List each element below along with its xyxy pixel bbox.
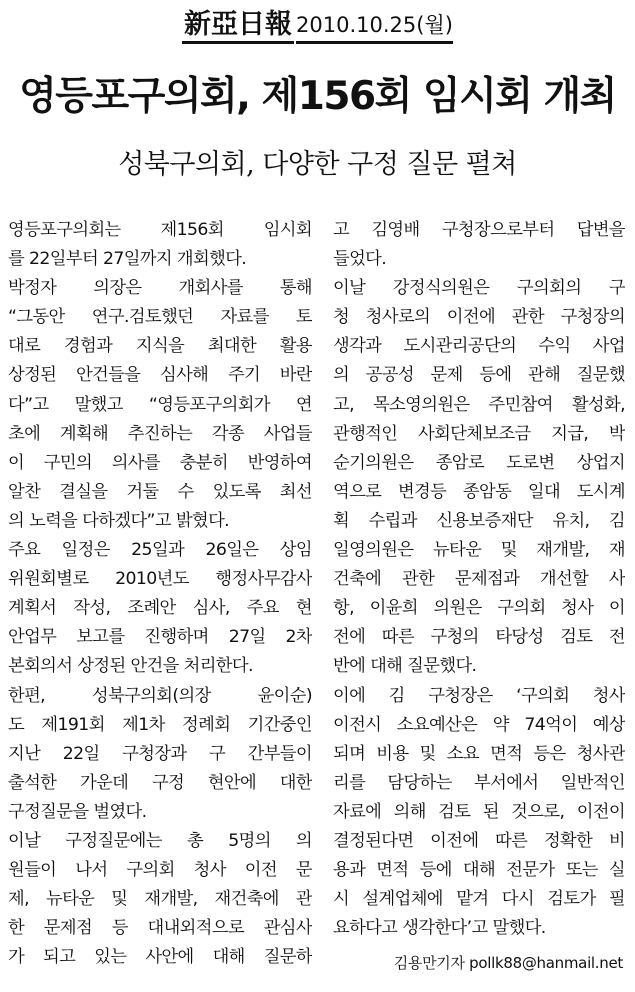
article-line: 제, 뉴타운 및 재개발, 재건축에 관: [8, 889, 312, 910]
article-line: 들었다.: [333, 249, 387, 270]
article-line: 자료에 의해 검토 된 것으로, 이전이: [333, 801, 625, 822]
article-line: 박정자 의장은 개회사를 통해: [8, 278, 312, 299]
article-line: 시 설계업체에 맡겨 다시 검토가 필: [333, 889, 625, 910]
article-line: 반에 대해 질문했다.: [333, 656, 477, 677]
article-line: 항, 이윤희 의원은 구의회 청사 이: [333, 598, 625, 619]
article-line: “그동안 연구.검토했던 자료를 토: [8, 307, 312, 328]
article-line: 도 제191회 제1차 정례회 기간중인: [8, 714, 312, 735]
article-line: 영등포구의회는 제156회 임시회: [8, 220, 312, 240]
byline: 김용만기자 pollk88@hanmail.net: [393, 954, 623, 972]
article-line: 안업무 보고를 진행하며 27일 2차: [8, 627, 312, 648]
article-line: 의 노력을 다하겠다”고 밝혔다.: [8, 510, 230, 531]
article-line: 전에 따른 구청의 타당성 검토 전: [333, 627, 625, 648]
article-line: 계획서 작성, 조례안 심사, 주요 현: [8, 598, 312, 619]
article-line: 이전시 소요예산은 약 74억이 예상: [333, 714, 625, 735]
article-line: 일영의원은 뉴타운 및 재개발, 재: [333, 540, 625, 561]
article-line: 이에 김 구청장은 ‘구의회 청사: [333, 685, 625, 706]
article-line: 리를 담당하는 부서에서 일반적인: [333, 772, 625, 793]
article-line: 요하다고 생각한다’고 말했다.: [333, 918, 546, 939]
article-column-right: [333, 216, 625, 943]
headline: 영등포구의회, 제156회 임시회 개최: [19, 74, 616, 119]
article-line: 이날 강정식의원은 구의회의 구: [333, 278, 625, 299]
article-line: 알찬 결실을 거둘 수 있도록 최선: [8, 481, 312, 502]
article-line: 역으로 변경등 종암동 일대 도시계: [333, 481, 625, 502]
article-line: 관행적인 사회단체보조금 지급, 박: [333, 423, 625, 444]
publication-date: 2010.10.25(월): [296, 10, 453, 44]
article-line: 이날 구정질문에는 총 5명의 의: [8, 830, 312, 851]
article-line: 이 구민의 의사를 충분히 반영하여: [8, 452, 312, 473]
article-line: 원들이 나서 구의회 청사 이전 문: [8, 860, 312, 881]
article-line: 를 22일부터 27일까지 개회했다.: [8, 249, 247, 270]
article-line: 결정된다면 이전에 따른 정확한 비: [333, 830, 625, 851]
article-line: 상정된 안건들을 심사해 주기 바란: [8, 365, 312, 386]
article-line: 가 되고 있는 사안에 대해 질문하: [8, 947, 312, 968]
article-line: 한편, 성북구의회(의장 윤이순): [8, 685, 312, 706]
article-line: 청 청사로의 이전에 관한 구청장의: [333, 307, 625, 328]
article-line: 지난 22일 구청장과 구 간부들이: [8, 743, 312, 764]
newspaper-logo: 新亞日報: [182, 10, 294, 44]
article-line: 한 문제점 등 대내외적으로 관심사: [8, 918, 312, 939]
article-line: 대로 경험과 지식을 최대한 활용: [8, 336, 312, 357]
article-line: 순기의원은 종암로 도로변 상업지: [333, 452, 625, 473]
article-line: 되며 비용 및 소요 면적 등은 청사관: [333, 743, 625, 764]
article-line: 위원회별로 2010년도 행정사무감사: [8, 569, 312, 590]
article-line: 구정질문을 벌였다.: [8, 801, 147, 822]
article-column-left: [8, 216, 312, 972]
article-line: 건축에 관한 문제점과 개선할 사: [333, 569, 625, 590]
article-line: 획 수립과 신용보증재단 유치, 김: [333, 510, 625, 531]
article-line: 출석한 가운데 구정 현안에 대한: [8, 772, 312, 793]
article-line: 본회의서 상정된 안건을 처리한다.: [8, 656, 253, 677]
article-line: 초에 계획해 추진하는 각종 사업들: [8, 423, 312, 444]
article-line: 고, 목소영의원은 주민참여 활성화,: [333, 394, 625, 415]
article-line: 다”고 말했고 “영등포구의회가 연: [8, 394, 312, 415]
article-line: 주요 일정은 25일과 26일은 상임: [8, 540, 312, 561]
article-line: 의 공공성 문제 등에 관해 질문했: [333, 365, 625, 386]
article-line: 고 김영배 구청장으로부터 답변을: [333, 220, 625, 240]
subheadline: 성북구의회, 다양한 구정 질문 펼쳐: [118, 149, 517, 180]
masthead: [0, 10, 635, 50]
article-line: 생각과 도시관리공단의 수익 사업: [333, 336, 625, 357]
article-line: 용과 면적 등에 대해 전문가 또는 실: [333, 860, 625, 881]
